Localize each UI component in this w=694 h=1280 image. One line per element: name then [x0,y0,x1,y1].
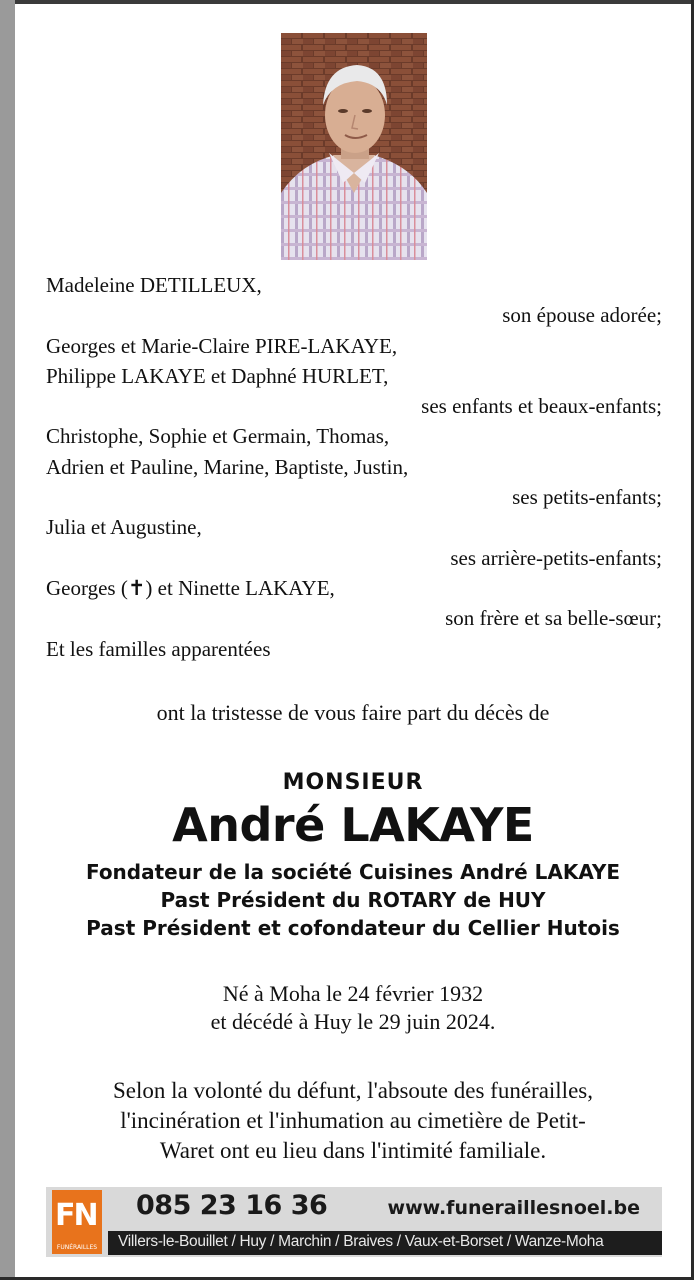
announcement: ont la tristesse de vous faire part du décès de [156,700,550,725]
family-relation: son frère et sa belle-sœur; [445,606,662,631]
family-relation: son épouse adorée; [502,303,662,328]
family-line: Christophe, Sophie et Germain, Thomas, [46,424,390,449]
deceased-name: André LAKAYE [172,798,534,852]
frame-left [0,0,15,1280]
frame-top [0,0,694,4]
ceremony-notice [15,1076,691,1166]
family-line: Georges (✝) et Ninette LAKAYE, [46,575,335,600]
towns-list: Villers-le-Bouillet / Huy / Marchin / Braives / Vaux-et-Borset / Wanze-Moha [118,1233,604,1250]
deceased-role: Past Président du ROTARY de HUY [160,888,546,912]
family-list [46,270,662,664]
logo-subtext: FUNÉRAILLES [56,1244,98,1251]
ceremony-line: Waret ont eu lieu dans l'intimité familiale. [159,1138,547,1163]
portrait-icon [281,33,427,260]
family-line: Adrien et Pauline, Marine, Baptiste, Justin, [46,454,409,479]
website-link[interactable]: www.funeraillesnoel.be [387,1197,640,1219]
honorific: MONSIEUR [282,770,424,795]
family-line: Georges et Marie-Claire PIRE-LAKAYE, [46,333,398,358]
family-line: Philippe LAKAYE et Daphné HURLET, [46,363,389,388]
dates [15,980,691,1036]
family-line: Julia et Augustine, [46,515,202,540]
portrait-photo [281,33,427,260]
ceremony-line: l'incinération et l'inhumation au cimetière de Petit- [120,1108,586,1133]
family-relation: ses arrière-petits-enfants; [450,545,662,570]
phone-number[interactable]: 085 23 16 36 [136,1190,328,1221]
ceremony-line: Selon la volonté du défunt, l'absoute des funérailles, [112,1078,593,1103]
funeral-home-banner [46,1187,662,1257]
logo-text: FN [55,1198,97,1233]
deceased-role: Past Président et cofondateur du Cellier Hutois [86,916,620,940]
family-line: Madeleine DETILLEUX, [46,273,262,297]
funeral-home-logo-icon [52,1190,102,1254]
deceased-role: Fondateur de la société Cuisines André LAKAYE [85,860,621,884]
family-relation: ses petits-enfants; [512,485,662,510]
birth-date: Né à Moha le 24 février 1932 [222,981,484,1006]
family-relation: ses enfants et beaux-enfants; [421,394,662,419]
family-line: Et les familles apparentées [46,636,271,661]
death-date: et décédé à Huy le 29 juin 2024. [210,1009,496,1034]
